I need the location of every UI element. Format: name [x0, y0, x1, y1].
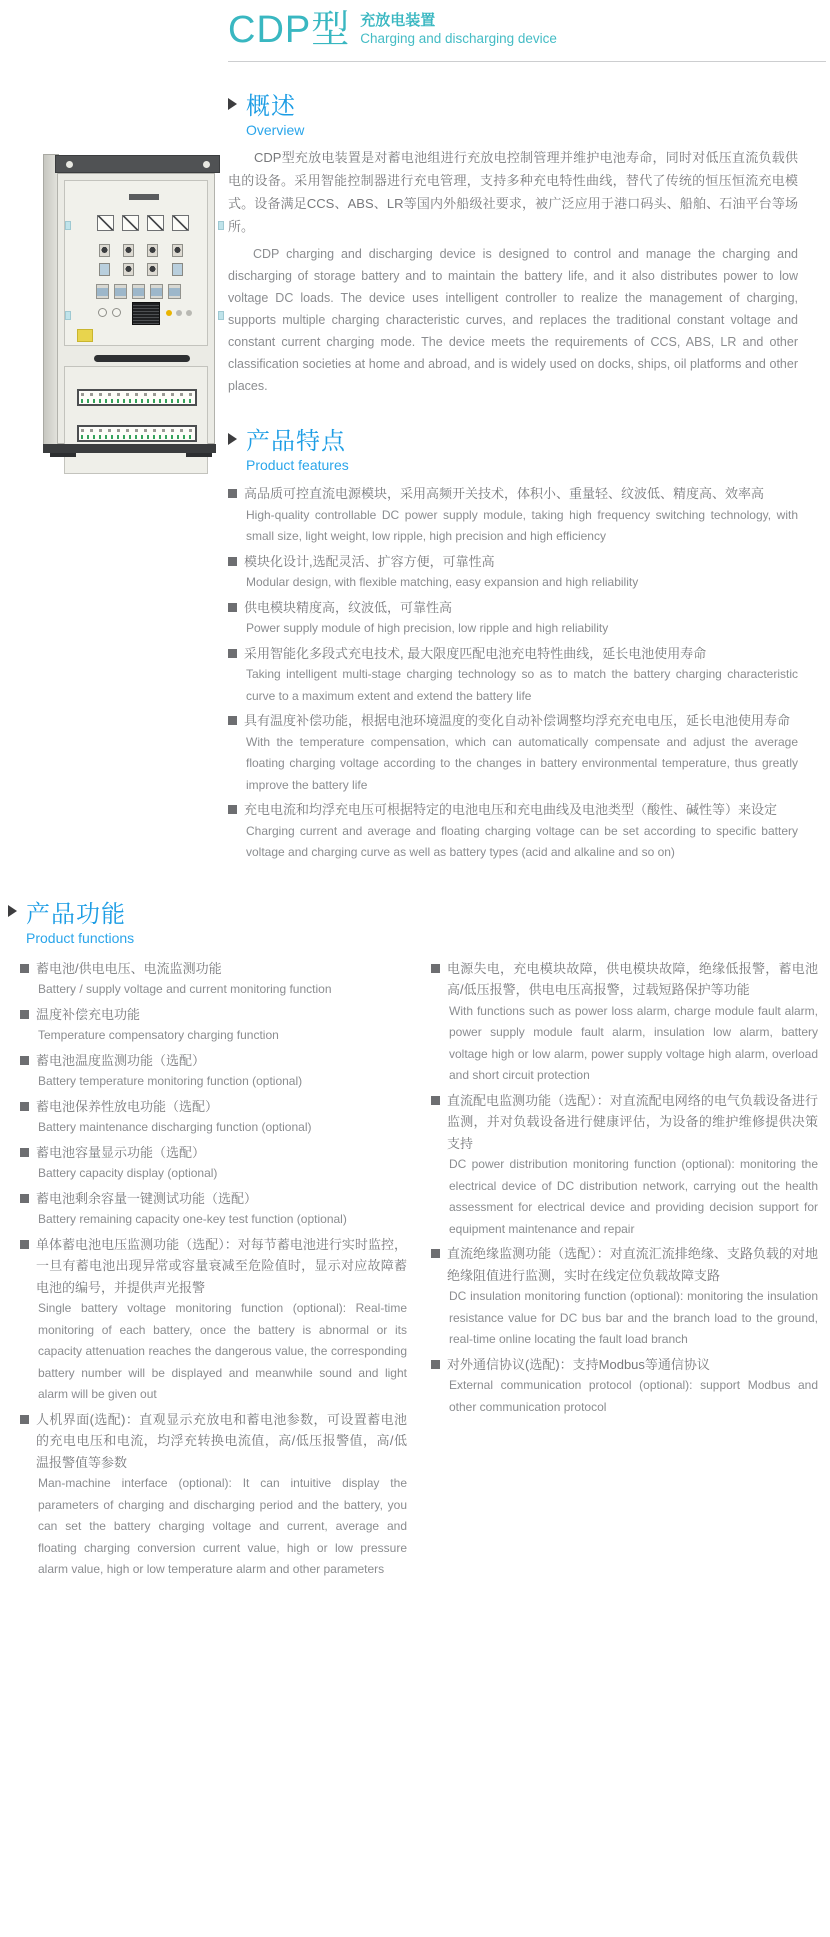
features-title-cn: 产品特点 [246, 428, 346, 455]
function-en: Battery temperature monitoring function (optional) [38, 1074, 303, 1088]
function-item [20, 1050, 407, 1093]
feature-en: Modular design, with flexible matching, easy expansion and high reliability [246, 575, 639, 589]
feature-en: High-quality controllable DC power supply module, taking high frequency switching technology, with small size, light weight, low ripple, high precision and high efficiency [246, 507, 798, 543]
terminal-contacts [81, 399, 193, 403]
analog-meter [97, 215, 114, 231]
functions-heading [8, 894, 830, 929]
function-en: Temperature compensatory charging function [38, 1028, 279, 1042]
section-marker-icon [228, 433, 237, 445]
circuit-breaker [132, 284, 145, 299]
feature-en: Charging current and average and floating charging voltage can be set according to specific battery voltage and charging curve as well as battery types (acid and alkaline and so on) [246, 823, 798, 859]
function-cn: 蓄电池/供电电压、电流监测功能 [36, 960, 222, 976]
cabinet-base [43, 444, 216, 453]
function-item [431, 1090, 818, 1241]
feature-cn: 高品质可控直流电源模块，采用高频开关技术，体积小、重量轻、纹波低、精度高、效率高 [244, 486, 765, 501]
function-cn: 人机界面(选配)：直观显示充放电和蓄电池参数，可设置蓄电池的充电电压和电流，均浮充转换电流值，高/低压报警值，高/低温报警值等参数 [36, 1411, 407, 1470]
feature-item [228, 710, 798, 796]
feature-item [228, 483, 798, 548]
indicator-lamp [112, 308, 121, 317]
door-hinge [218, 311, 224, 320]
indicator-lamp [98, 308, 107, 317]
features-title-en: Product features [246, 457, 349, 473]
function-item [20, 1234, 407, 1406]
feature-item [228, 597, 798, 640]
cabinet-foot [50, 453, 76, 457]
analog-meter [147, 215, 164, 231]
functions-section [0, 894, 830, 1584]
feature-item [228, 643, 798, 708]
function-cn: 直流绝缘监测功能（选配）：对直流汇流排绝缘、支路负载的对地绝缘阻值进行监测，实时在线定位负载故障支路 [447, 1246, 818, 1283]
feature-en: Taking intelligent multi-stage charging technology so as to match the battery charging characteristic curve to a maximum extent and extend the battery life [246, 667, 798, 703]
features-list [228, 483, 798, 864]
model-name: CDP型 [228, 9, 351, 51]
terminal-labels [81, 393, 193, 396]
rotary-switch [123, 244, 134, 257]
functions-left-column [20, 950, 407, 1584]
function-item [431, 1354, 818, 1419]
rotary-switch [99, 244, 110, 257]
analog-meter [172, 215, 189, 231]
function-cn: 蓄电池温度监测功能（选配） [36, 1052, 206, 1068]
function-en: With functions such as power loss alarm, charge module fault alarm, power supply module fault alarm, insulation low alarm, battery voltage high or low alarm, power supply voltage high alarm, overload and short circuit protection [449, 1003, 818, 1082]
terminal-labels [81, 429, 193, 432]
rotary-switch [147, 244, 158, 257]
terminal-strip [77, 389, 197, 406]
cabinet-nameplate [129, 194, 159, 200]
function-item [20, 958, 407, 1001]
function-en: Battery maintenance discharging function (optional) [38, 1120, 312, 1134]
page-title [228, 8, 828, 52]
function-item [20, 1004, 407, 1047]
section-marker-icon [228, 98, 237, 110]
subtitle-en: Charging and discharging device [360, 31, 557, 46]
product-photo [28, 138, 228, 458]
status-led [166, 310, 172, 316]
cabinet-front [57, 173, 215, 444]
cabinet-foot [186, 453, 212, 457]
function-cn: 蓄电池剩余容量一键测试功能（选配） [36, 1190, 258, 1206]
rotary-switch [123, 263, 134, 276]
circuit-breaker [150, 284, 163, 299]
rotary-switch [147, 263, 158, 276]
terminal-strip [77, 425, 197, 442]
mounting-hole [203, 161, 210, 168]
function-cn: 温度补偿充电功能 [36, 1006, 141, 1022]
function-en: Battery / supply voltage and current monitoring function [38, 982, 332, 996]
function-en: DC power distribution monitoring function (optional): monitoring the electrical device of DC distribution network, carrying out the health assessment for electrical device and providing decision support for equipment maintenance and repair [449, 1157, 818, 1236]
overview-paragraph-cn: CDP型充放电装置是对蓄电池组进行充放电控制管理并维护电池寿命，同时对低压直流负载供电的设备。采用智能控制器进行充电管理，支持多种充电特性曲线，替代了传统的恒压恒流充电模式。设备满足CCS、ABS、LR等国内外船级社要求，被广泛应用于港口码头、船舶、石油平台等场所。 [228, 150, 798, 234]
status-led [186, 310, 192, 316]
function-item [431, 958, 818, 1087]
function-en: External communication protocol (optional): support Modbus and other communication protocol [449, 1378, 818, 1414]
functions-title-cn: 产品功能 [26, 900, 126, 928]
function-item [431, 1243, 818, 1351]
functions-list-right [431, 958, 818, 1419]
feature-cn: 模块化设计,选配灵活、扩容方便，可靠性高 [244, 553, 495, 569]
function-item [20, 1188, 407, 1231]
feature-cn: 具有温度补偿功能，根据电池环境温度的变化自动补偿调整均浮充充电电压，延长电池使用寿命 [244, 713, 791, 728]
feature-en: With the temperature compensation, which can automatically compensate and adjust the average floating charging voltage according to the changes in battery environmental temperature, thus greatly improve the battery life [246, 734, 798, 792]
circuit-breaker [96, 284, 109, 299]
section-marker-icon [8, 905, 17, 917]
function-cn: 单体蓄电池电压监测功能（选配）：对每节蓄电池进行实时监控，一旦有蓄电池出现异常或容量衰减至危险值时，显示对应故障蓄电池的编号，并提供声光报警 [36, 1236, 407, 1295]
rotary-switch [172, 244, 183, 257]
control-module [99, 263, 110, 276]
door-hinge [65, 221, 71, 230]
catalog-top-section [0, 0, 830, 864]
feature-cn: 供电模块精度高，纹波低，可靠性高 [244, 599, 453, 615]
function-cn: 电源失电，充电模块故障，供电模块故障，绝缘低报警，蓄电池高/低压报警，供电电压高报警，过载短路保护等功能 [447, 960, 818, 997]
overview-title-en: Overview [246, 122, 305, 138]
control-module [172, 263, 183, 276]
function-item [20, 1096, 407, 1139]
function-en: DC insulation monitoring function (optional): monitoring the insulation resistance value for DC bus bar and the branch load to the ground, real-time online locating the fault load branch [449, 1289, 818, 1346]
features-heading [228, 421, 828, 456]
cabinet-mounting-bar [55, 155, 220, 173]
feature-item [228, 551, 798, 594]
subtitle-cn: 充放电装置 [360, 12, 436, 29]
functions-list-left [20, 958, 407, 1581]
terminal-contacts [81, 435, 193, 439]
functions-right-column [431, 950, 818, 1584]
title-subtitle [360, 11, 557, 48]
title-divider [228, 61, 826, 62]
functions-title-en: Product functions [26, 929, 135, 946]
feature-cn: 采用智能化多段式充电技术, 最大限度匹配电池充电特性曲线，延长电池使用寿命 [244, 645, 707, 661]
cabinet-upper-door [64, 180, 208, 346]
function-item [20, 1142, 407, 1185]
door-handle [94, 355, 190, 362]
function-en: Man-machine interface (optional): It can intuitive display the parameters of charging and discharging period and the battery, you can set the battery charging voltage and current, average and floating charging conversion current value, high or low pressure alarm value, high or low temperature alarm and other parameters [38, 1476, 407, 1576]
door-hinge [65, 311, 71, 320]
cabinet-lower-door [64, 366, 208, 474]
function-en: Battery remaining capacity one-key test function (optional) [38, 1212, 347, 1226]
mounting-hole [66, 161, 73, 168]
feature-cn: 充电电流和均浮充电压可根据特定的电池电压和充电曲线及电池类型（酸性、碱性等）来设定 [244, 802, 778, 817]
analog-meter [122, 215, 139, 231]
feature-item [228, 799, 798, 864]
display-panel [132, 302, 160, 325]
function-cn: 蓄电池保养性放电功能（选配） [36, 1098, 219, 1114]
function-en: Single battery voltage monitoring function (optional): Real-time monitoring of each battery, once the battery is abnormal or its capacity attenuation reaches the dangerous value, the corresponding battery number will be displayed and meanwhile sound and light alarm will be given out [38, 1301, 407, 1401]
overview-paragraph-en: CDP charging and discharging device is designed to control and manage the charging and discharging of storage battery and to maintain the battery life, and it also distributes power to low voltage DC loads. The device uses intelligent controller to realize the management of charging, supports multiple charging characteristic curves, and replaces the traditional constant voltage and constant current charging mode. The device meets the requirements of CCS, ABS, LR and other classification societies at home and abroad, and is widely used on docks, ships, oil platforms and other places. [228, 247, 798, 393]
overview-title-cn: 概述 [246, 93, 296, 120]
status-led [176, 310, 182, 316]
function-cn: 对外通信协议(选配)：支持Modbus等通信协议 [447, 1356, 710, 1372]
door-hinge [218, 221, 224, 230]
circuit-breaker [168, 284, 181, 299]
function-item [20, 1409, 407, 1581]
function-cn: 蓄电池容量显示功能（选配） [36, 1144, 206, 1160]
function-en: Battery capacity display (optional) [38, 1166, 218, 1180]
function-cn: 直流配电监测功能（选配）：对直流配电网络的电气负载设备进行监测，并对负载设备进行健康评估，为设备的维护维修提供决策支持 [447, 1092, 818, 1151]
feature-en: Power supply module of high precision, low ripple and high reliability [246, 621, 609, 635]
overview-heading [228, 86, 828, 121]
circuit-breaker [114, 284, 127, 299]
warning-sticker [77, 329, 93, 342]
